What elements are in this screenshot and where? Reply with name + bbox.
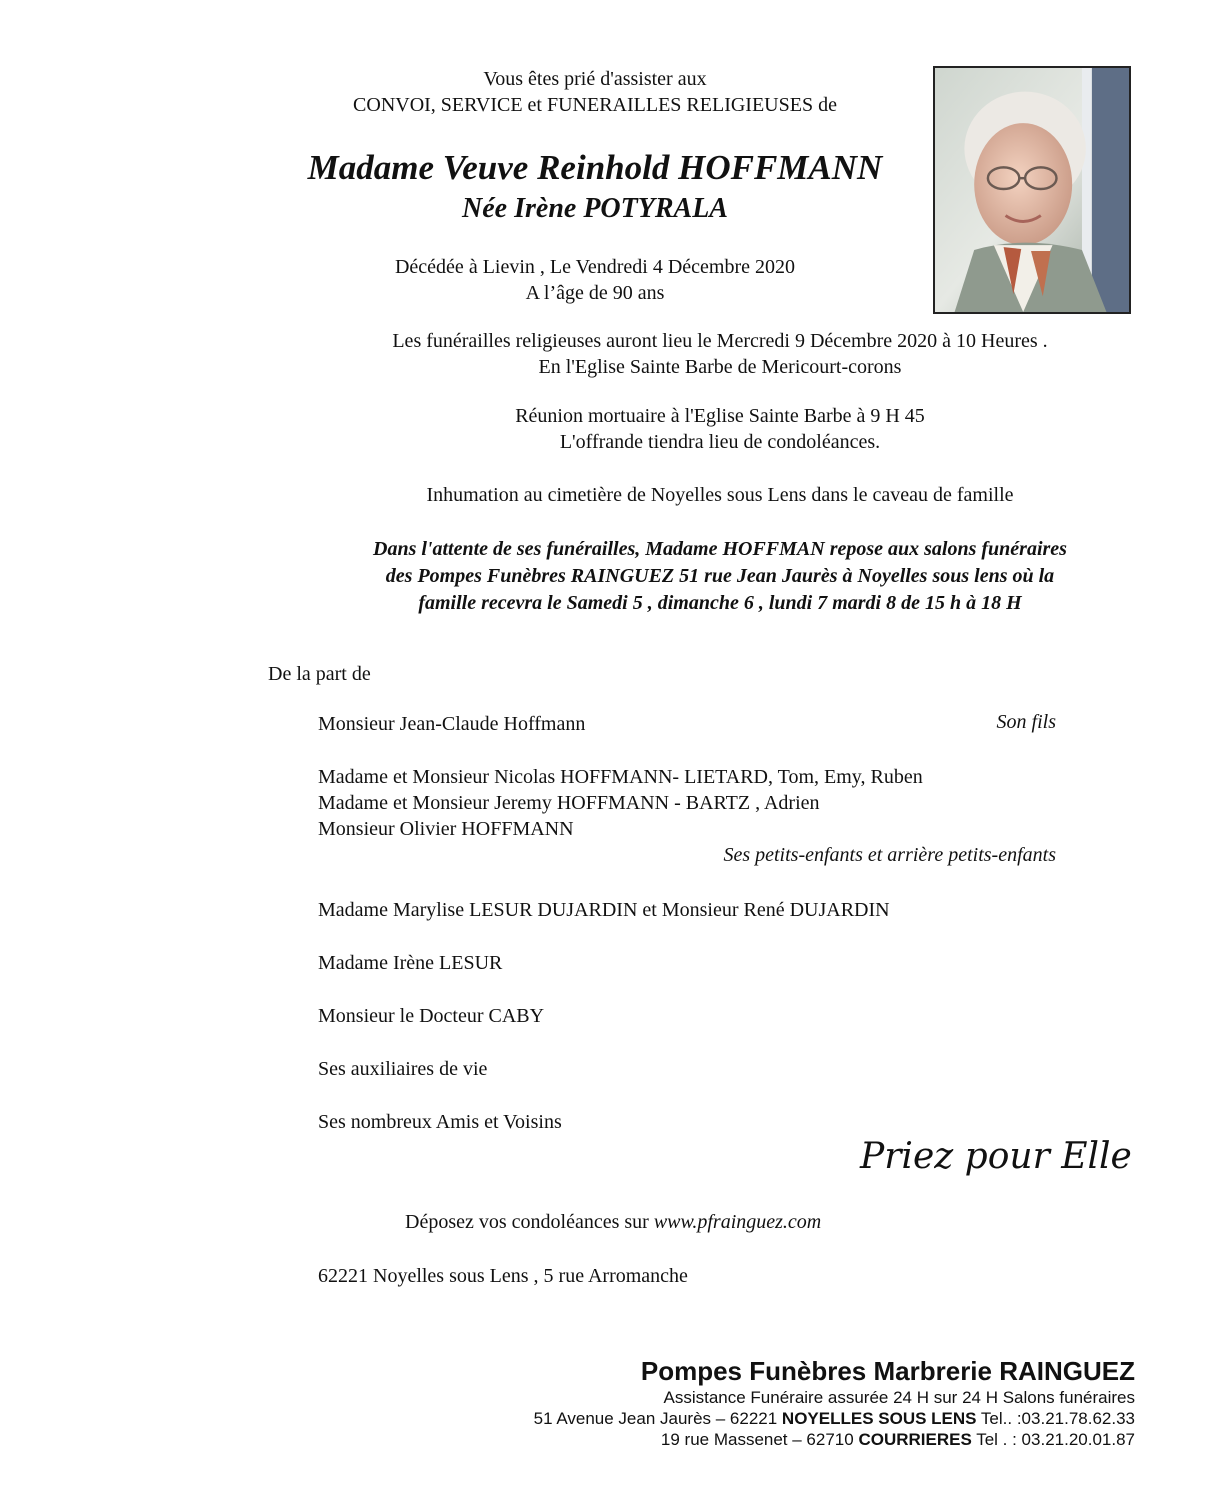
footer-line-2 [534,1408,1135,1429]
de-la-part-de: De la part de [268,663,371,685]
funeral-home-footer [534,1355,1135,1450]
family-line-1: Madame Marylise LESUR DUJARDIN et Monsieur René DUJARDIN [318,899,890,921]
funerailles-info [300,328,1140,380]
reunion-line-2: L'offrande tiendra lieu de condoléances. [559,431,881,453]
footer-line-2-address: 51 Avenue Jean Jaurès – 62221 [533,1409,782,1428]
grandchild-line-1: Madame et Monsieur Nicolas HOFFMANN- LIETARD, Tom, Emy, Ruben [318,766,923,788]
condolences-url: www.pfrainguez.com [653,1211,822,1233]
priez-pour-elle: Priez pour Elle [860,1136,1132,1177]
funerailles-line-2: En l'Eglise Sainte Barbe de Mericourt-corons [538,356,902,378]
death-date-line: Décédée à Lievin , Le Vendredi 4 Décembre 2020 [394,256,795,278]
salons-line-3: famille recevra le Samedi 5 , dimanche 6 , lundi 7 mardi 8 de 15 h à 18 H [418,592,1022,614]
footer-line-1: Assistance Funéraire assurée 24 H sur 24 H Salons funéraires [663,1388,1135,1407]
intro-line-2: CONVOI, SERVICE et FUNERAILLES RELIGIEUSES de [353,94,837,116]
footer-line-3 [534,1429,1135,1450]
death-info [300,254,890,306]
salons-notice [290,536,1150,617]
intro-text [290,66,900,118]
age-line: A l’âge de 90 ans [525,282,665,304]
portrait-photo [933,66,1131,314]
son-relation: Son fils [996,711,1056,733]
portrait-image [935,68,1129,312]
grandchild-line-2: Madame et Monsieur Jeremy HOFFMANN - BARTZ , Adrien [318,792,820,814]
footer-line-3-tel: Tel . : 03.21.20.01.87 [971,1430,1135,1449]
family-line-3: Monsieur le Docteur CABY [318,1005,545,1027]
deceased-name: Madame Veuve Reinhold HOFFMANN [307,148,883,187]
inhumation-info: Inhumation au cimetière de Noyelles sous Lens dans le caveau de famille [426,484,1014,506]
funeral-home-name: Pompes Funèbres Marbrerie RAINGUEZ [640,1356,1135,1386]
intro-line-1: Vous êtes prié d'assister aux [483,68,707,90]
footer-line-3-address: 19 rue Massenet – 62710 [660,1430,859,1449]
condolences-text: Déposez vos condoléances sur [405,1211,654,1233]
maiden-name: Née Irène POTYRALA [462,193,728,224]
salons-line-1: Dans l'attente de ses funérailles, Madame HOFFMAN repose aux salons funéraires [373,538,1067,560]
footer-line-2-city: NOYELLES SOUS LENS [781,1409,977,1428]
family-address: 62221 Noyelles sous Lens , 5 rue Arromanche [318,1265,688,1287]
footer-line-3-city: COURRIERES [858,1430,972,1449]
funerailles-line-1: Les funérailles religieuses auront lieu le Mercredi 9 Décembre 2020 à 10 Heures . [392,330,1048,352]
salons-line-2: des Pompes Funèbres RAINGUEZ 51 rue Jean Jaurès à Noyelles sous lens où la [385,565,1055,587]
son-name: Monsieur Jean-Claude Hoffmann [318,713,586,735]
grandchildren-relation: Ses petits-enfants et arrière petits-enfants [723,844,1056,866]
reunion-info [300,403,1140,455]
condolences-line [405,1211,821,1234]
grandchild-line-3: Monsieur Olivier HOFFMANN [318,818,574,840]
family-line-5: Ses nombreux Amis et Voisins [318,1111,562,1133]
reunion-line-1: Réunion mortuaire à l'Eglise Sainte Barbe à 9 H 45 [515,405,925,427]
family-line-4: Ses auxiliaires de vie [318,1058,488,1080]
footer-line-2-tel: Tel.. :03.21.78.62.33 [976,1409,1135,1428]
family-line-2: Madame Irène LESUR [318,952,503,974]
